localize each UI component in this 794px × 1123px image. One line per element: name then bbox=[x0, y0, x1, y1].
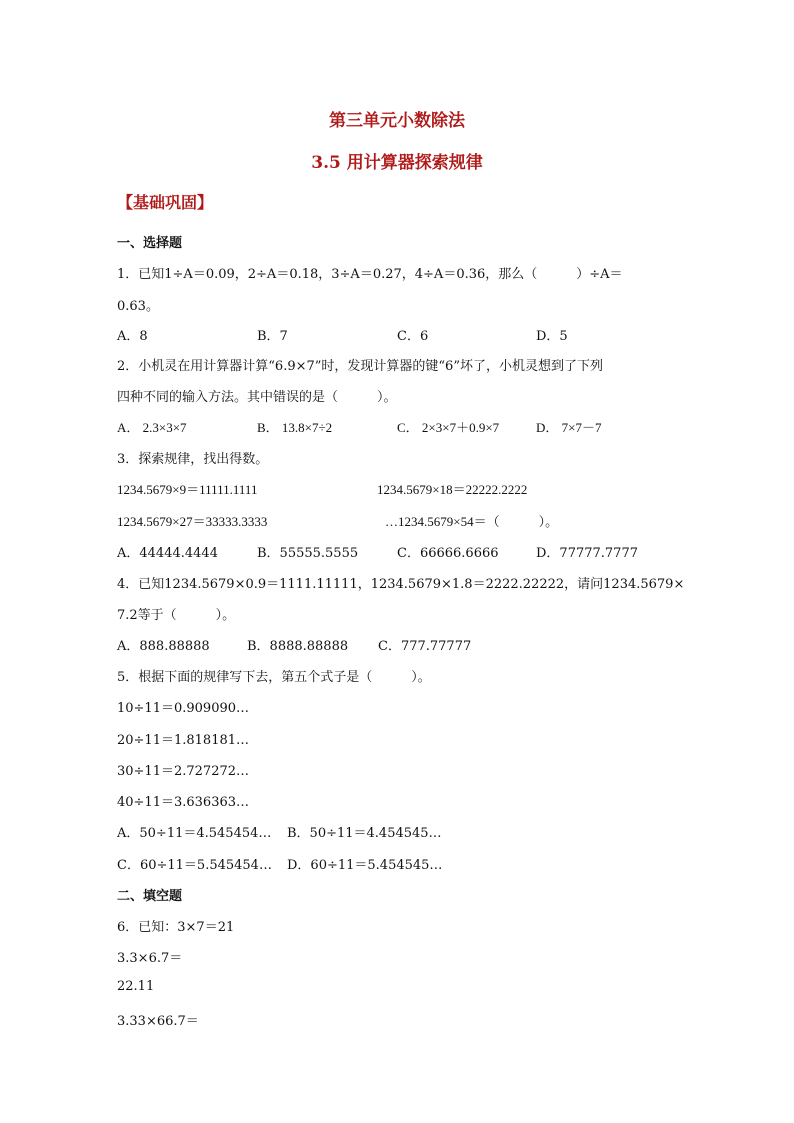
q6-text-line2: 3.3×6.7＝ bbox=[117, 951, 183, 966]
q4-text-line2: 7.2等于（ ）。 bbox=[117, 608, 236, 623]
q3-option-c: C．66666.6666 bbox=[397, 546, 499, 561]
q3-equation-1: 1234.5679×9＝11111.1111 bbox=[117, 482, 258, 497]
q5-pattern-row-2: 20÷11＝1.818181… bbox=[117, 733, 250, 748]
q3-option-b: B．55555.5555 bbox=[257, 546, 359, 561]
section-heading: 【基础巩固】 bbox=[117, 193, 214, 212]
q5-option-c: C．60÷11＝5.545454… bbox=[117, 858, 272, 873]
q1-option-d: D．5 bbox=[536, 329, 568, 344]
q2-text-line1: 2．小机灵在用计算器计算“6.9×7”时，发现计算器的键“6”坏了，小机灵想到了下列 bbox=[117, 359, 603, 374]
q5-pattern-row-1: 10÷11＝0.909090… bbox=[117, 701, 250, 716]
q5-option-a: A．50÷11＝4.545454… bbox=[117, 826, 272, 841]
q4-option-b: B．8888.88888 bbox=[247, 639, 349, 654]
q5-text-line1: 5．根据下面的规律写下去，第五个式子是（ ）。 bbox=[117, 670, 431, 685]
q6-text-line3: 22.11 bbox=[117, 979, 155, 994]
q3-equation-3: 1234.5679×27＝33333.3333 bbox=[117, 514, 268, 529]
q1-option-b: B．7 bbox=[257, 329, 288, 344]
q4-option-a: A．888.88888 bbox=[117, 639, 210, 654]
q1-option-c: C．6 bbox=[397, 329, 429, 344]
q3-option-d: D．77777.7777 bbox=[536, 546, 638, 561]
lesson-title: 3.5 用计算器探索规律 bbox=[311, 153, 483, 173]
part1-heading: 一、选择题 bbox=[117, 236, 183, 251]
q4-option-c: C．777.77777 bbox=[378, 639, 472, 654]
q4-text-line1: 4．已知1234.5679×0.9＝1111.11111，1234.5679×1.8＝2222.22222，请问1234.5679× bbox=[117, 577, 685, 592]
q1-text-line1: 1．已知1÷A＝0.09，2÷A＝0.18，3÷A＝0.27，4÷A＝0.36，那么（ ）÷A＝ bbox=[117, 267, 623, 282]
q3-option-a: A．44444.4444 bbox=[117, 546, 218, 561]
q6-text-line4: 3.33×66.7＝ bbox=[117, 1014, 199, 1029]
q2-text-line2: 四种不同的输入方法。其中错误的是（ ）。 bbox=[117, 390, 397, 405]
q5-pattern-row-3: 30÷11＝2.727272… bbox=[117, 764, 250, 779]
q3-text-line1: 3．探索规律，找出得数。 bbox=[117, 452, 269, 467]
q5-option-b: B．50÷11＝4.454545… bbox=[287, 826, 442, 841]
q2-option-a: A． 2.3×3×7 bbox=[117, 420, 187, 435]
q2-option-c: C． 2×3×7＋0.9×7 bbox=[397, 420, 500, 435]
unit-title: 第三单元小数除法 bbox=[329, 111, 465, 131]
q3-equation-2: 1234.5679×18＝22222.2222 bbox=[377, 482, 528, 497]
part2-heading: 二、填空题 bbox=[117, 889, 183, 904]
q2-option-b: B． 13.8×7÷2 bbox=[257, 420, 333, 435]
q5-option-d: D．60÷11＝5.454545… bbox=[287, 858, 443, 873]
q3-equation-4: …1234.5679×54＝（ ）。 bbox=[385, 514, 559, 529]
q5-pattern-row-4: 40÷11＝3.636363… bbox=[117, 795, 250, 810]
q2-option-d: D． 7×7－7 bbox=[536, 420, 602, 435]
q1-text-line2: 0.63。 bbox=[117, 299, 159, 314]
q1-option-a: A．8 bbox=[117, 329, 148, 344]
q6-text-line1: 6．已知：3×7＝21 bbox=[117, 920, 235, 935]
